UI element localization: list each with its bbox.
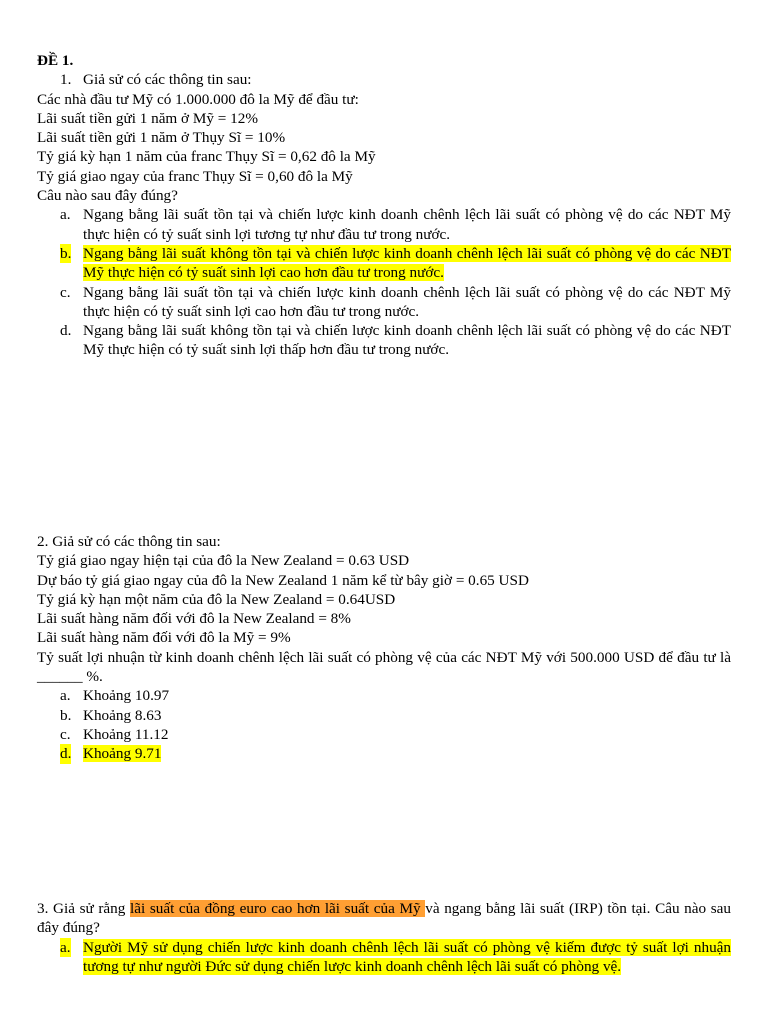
q2-info-line: Dự báo tỷ giá giao ngay của đô la New Zealand 1 năm kể từ bây giờ = 0.65 USD [37, 571, 529, 589]
q3-question [37, 899, 731, 938]
q1-info-line: Lãi suất tiền gửi 1 năm ở Thụy Sĩ = 10% [37, 129, 286, 147]
option-label: a. [60, 687, 71, 705]
option-text: Ngang bằng lãi suất không tồn tại và chiến lược kinh doanh chênh lệch lãi suất có phòng vệ do các NĐT Mỹ thực hiện có tỷ suất sinh lợi cao hơn đầu tư trong nước. [83, 244, 731, 282]
option-text: Khoảng 10.97 [83, 687, 170, 705]
question-2 [37, 532, 731, 764]
q3-highlighted-phrase: lãi suất của đồng euro cao hơn lãi suất của Mỹ [130, 900, 426, 917]
q1-option-c [37, 283, 731, 322]
option-text: Khoảng 8.63 [83, 706, 162, 724]
q2-info-line: Lãi suất hàng năm đối với đô la Mỹ = 9% [37, 629, 291, 647]
option-text: Khoảng 11.12 [83, 725, 169, 743]
q2-info-line: Tỷ giá giao ngay hiện tại của đô la New Zealand = 0.63 USD [37, 552, 410, 570]
q2-info-line: Lãi suất hàng năm đối với đô la New Zealand = 8% [37, 610, 351, 628]
q3-suffix: và ngang bằng lãi suất (IRP) tồn tại. Câu nào sau đây đúng? [37, 900, 731, 937]
exam-heading: ĐỀ 1. [37, 52, 74, 69]
option-label: c. [60, 283, 71, 301]
q3-option-a-highlighted [37, 938, 731, 977]
q1-info-line: Tỷ giá kỳ hạn 1 năm của franc Thụy Sĩ = 0,62 đô la Mỹ [37, 148, 376, 166]
q2-option-a [37, 686, 731, 705]
q1-intro: Giả sử có các thông tin sau: [83, 71, 252, 89]
option-text: Ngang bằng lãi suất không tồn tại và chiến lược kinh doanh chênh lệch lãi suất có phòng vệ do các NĐT Mỹ thực hiện có tỷ suất sinh lợi thấp hơn đầu tư trong nước. [83, 322, 731, 359]
q1-number: 1. [60, 71, 72, 89]
question-3 [37, 899, 731, 976]
q2-option-d-highlighted [37, 744, 731, 763]
q2-intro: 2. Giả sử có các thông tin sau: [37, 533, 221, 550]
q1-info-line: Lãi suất tiền gửi 1 năm ở Mỹ = 12% [37, 109, 258, 127]
option-text: Khoảng 9.71 [83, 745, 162, 763]
q1-option-b-highlighted [37, 244, 731, 283]
question-1 [37, 51, 731, 360]
option-label: b. [60, 706, 72, 724]
q2-info-line: Tỷ giá kỳ hạn một năm của đô la New Zealand = 0.64USD [37, 590, 396, 608]
q2-option-b [37, 706, 731, 725]
option-text: Ngang bằng lãi suất tồn tại và chiến lược kinh doanh chênh lệch lãi suất có phòng vệ do các NĐT Mỹ thực hiện có tỷ suất sinh lợi tương tự như đầu tư trong nước. [83, 206, 731, 243]
option-label: d. [60, 322, 72, 340]
q1-option-a [37, 205, 731, 244]
option-label: a. [60, 206, 71, 224]
q1-intro-line [37, 70, 731, 89]
q3-prefix: 3. Giả sử rằng [37, 900, 130, 917]
option-label: c. [60, 725, 71, 743]
option-text: Ngang bằng lãi suất tồn tại và chiến lược kinh doanh chênh lệch lãi suất có phòng vệ do các NĐT Mỹ thực hiện có tỷ suất sinh lợi cao hơn đầu tư trong nước. [83, 283, 731, 320]
option-label: d. [60, 745, 72, 763]
q2-option-c [37, 725, 731, 744]
option-label: b. [60, 244, 72, 262]
q1-info-line: Tỷ giá giao ngay của franc Thụy Sĩ = 0,60 đô la Mỹ [37, 167, 353, 185]
q2-question: Tỷ suất lợi nhuận từ kinh doanh chênh lệch lãi suất có phòng vệ của các NĐT Mỹ với 500.000 USD để đầu tư là ______ %. [37, 648, 731, 686]
option-text: Người Mỹ sử dụng chiến lược kinh doanh chênh lệch lãi suất có phòng vệ kiếm được tỷ suất lợi nhuận tương tự như người Đức sử dụng chiến lược kinh doanh chênh lệch lãi suất có phòng vệ. [83, 938, 731, 975]
q1-option-d [37, 321, 731, 360]
q1-info-line: Các nhà đầu tư Mỹ có 1.000.000 đô la Mỹ để đầu tư: [37, 90, 359, 108]
option-label: a. [60, 938, 71, 956]
q1-question: Câu nào sau đây đúng? [37, 187, 178, 205]
